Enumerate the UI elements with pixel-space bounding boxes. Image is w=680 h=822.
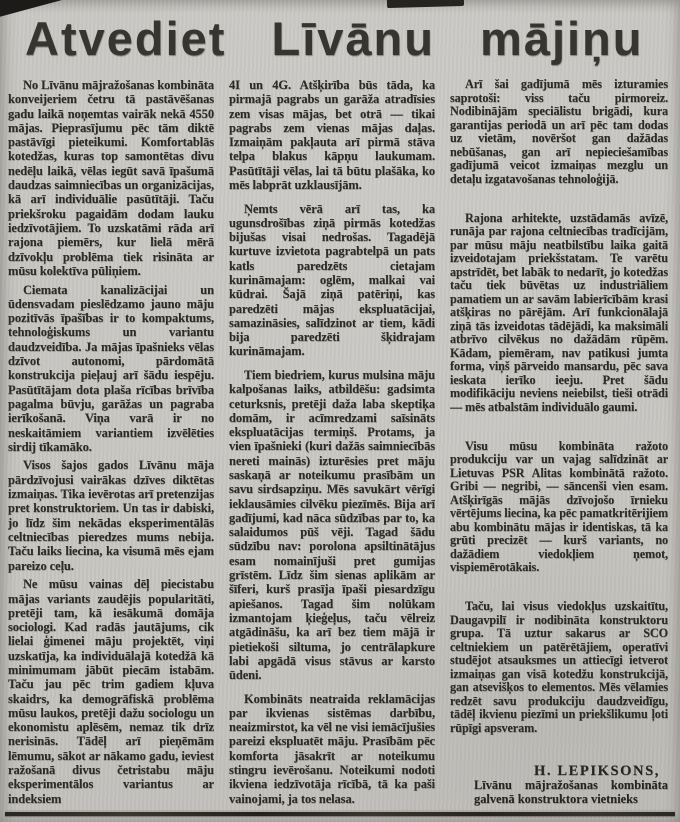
paragraph: 4I un 4G. Atšķirība būs tāda, ka pirmajā pagrabs un garāža atradīsies zem visas mājas, bet otrā — tikai pagrabs zem vienas mājas daļas. Izmaiņām pakļauta arī pirmā stāva telpa blakus kāpņu laukumam. Pasūtītāji vēlas, lai tā būtu plašāka, ko mēs labprāt uzklausījām. [229,78,435,193]
signature-block [450,761,668,807]
paragraph: No Līvānu mājražošanas kombināta konveijeriem četru tā pastāvēšanas gadu laikā noņemtas vairāk nekā 4550 mājas. Pieprasījumu pēc tām diktē pastāvīgi pieteikumi. Komfortablās kotedžas, kuras top samontētas divu nedēļu laikā, vēlas iegūt savā īpašumā daudzas saimniecības un organizācijas, kā arī individuālie pasūtītāji. Taču priekšroku pagaidām dodam lauku iedzīvotājiem. To uzskatāmi rāda arī rajona piemērs, kur lielā mērā dzīvokļu problēma tiek risināta ar mūsu kolektīva pūliņiem. [8,78,214,278]
paragraph: Taču, lai visus viedokļus uzskaitītu, Daugavpilī ir nodibināta konstruktoru grupa. Tā uztur sakarus ar SCO celtniekiem un patērētājiem, operatīvi studējot atsauksmes un attiecīgi ietverot izmaiņas gan visā kotedžu konstrukcijā, gan atsevišķos to elementos. Mēs vēlamies redzēt savu produkciju daudzveidīgu, tādēļ ikvienu piezīmi un priekšlikumu ļoti rūpīgi apsveram. [450,599,668,735]
column-2 [229,78,435,806]
paragraph: Tiem biedriem, kurus mulsina māju kalpošanas laiks, atbildēšu: gadsimta ceturksnis, pretēji daža laba skeptiķa domām, ir acīmredzami saīsināts ekspluatācijas termiņš. Protams, ja vien īpašnieki (kuri dažās saimniecībās nereti mainās) izturēsies pret māju saskaņā ar noteikumu prasībām un savu sirdsapziņu. Mēs savukārt vērīgi ieklausāmies cilvēku piezīmēs. Bija arī gadījumi, kad nāca sūdzības par to, ka salaidumos pūš vēji. Tagad šādu sūdzību nav: porolona apsiltinātājus esam nomainījuši pret gumijas grīstēm. Līdz šim sienas aplikām ar šīferi, kurš prasīja īpaši piesardzīgu apiešanos. Tagad šim nolūkam izmantojam ķieģeļus, taču vēlreiz atgādināšu, ka arī bez tiem mājā ir pietiekoši siltuma, jo centrālapkure labi apgādā visus stāvus ar karsto ūdeni. [229,367,435,683]
headline-block [0,0,680,78]
paragraph: Visos šajos gados Līvānu māja pārdzīvojusi vairākas dzīves diktētas izmaiņas. Tika ievērotas arī pretenzijas pret konstruktoriem. Un tas ir dabiski, jo līdz šim nekādas eksperimentālās celtniecības pieredzes mums nebija. Taču laiks liecina, ka visumā mēs ejam pareizo ceļu. [8,458,214,573]
column-1 [8,78,214,806]
author-title: Līvānu mājražošanas kombināta galvenā konstruktora vietnieks [474,778,668,806]
paragraph: Ņemts vērā arī tas, ka ugunsdrošības ziņā pirmās kotedžas bijušas visai nedrošas. Tagadējā kurtuve izvietota pagrabtelpā un pats katls paredzēts cietajam kurināmajam: oglēm, malkai vai kūdrai. Šajā ziņā patēriņi, kas paredzēti mājas ekspluatācijai, samazināsies, salīdzinot ar tiem, kādi bija paredzēti šķidrajam kurināmajam. [229,201,435,359]
paragraph: Visu mūsu kombināta ražoto produkciju var un vajag salīdzināt ar Lietuvas PSR Alitas kombinātā ražoto. Gribi — negribi, — sāncenši vien esam. Atšķirīgās mājās dzīvojošo īrnieku vērtējums liecina, ka pēc pamatkritērijiem abu kombinātu mājas ir identiskas, tā ka grūti precizēt — kurš variants, no dažādiem viedokļiem ņemot, vispiemērotākais. [450,438,668,574]
article-body [0,78,680,808]
paragraph: Ne mūsu vainas dēļ piecistabu mājas variants zaudējis popularitāti, pretēji tam, kā iesākumā domāja sociologi. Kad radās jautājums, cik lielai ģimenei māju projektēt, viņi uzskatīja, ka individuālajā kotedžā kā minimumam jābūt piecām istabām. Taču jau pēc trim gadiem kļuva skaidrs, ka demogrāfiskā problēma mūsu laukos, pretēji dažu sociologu un ekonomistu aplēsēm, nemaz tik drīz nerisinās. Tādēļ arī pieņēmām lēmumu, sākot ar nākamo gadu, ieviest ražošanā divus četristabu māju eksperimentālos variantus ar indeksiem [8,577,214,806]
column-3 [450,78,668,806]
author-name: H. LEPIKSONS, [534,762,660,779]
paragraph: Ciemata kanalizācijai un ūdensvadam pieslēdzamo jauno māju pozitīvās īpašības ir to kompaktums, tehnoloģiskums un variantu daudzveidība. Ja mājas īpašnieks vēlas dzīvot autonomi, pārdomātā konstrukcija pieļauj arī šādu iespēju. Pasūtītājam dota plaša rīcības brīvība pagalma būvju, garāžas un pagraba ierīkošanā. Viņa varā ir no neskaitāmiem variantiem izvēlēties sirdij tīkamāko. [8,282,214,454]
paragraph: Kombināts neatraida reklamācijas par ikvienas sistēmas darbību, neaizmirstot, ka vēl ne visi iemācījušies pareizi ekspluatēt māju. Prasībām pēc komforta jāsakrīt ar noteikumu stingru ievērošanu. Noteikumi nodoti ikviena iedzīvotāja rīcībā, tā ka paši vainojami, ja tos nelasa. [229,691,435,806]
paragraph: Rajona arhitekte, uzstādamās avīzē, runāja par rajona celtniecības tradīcijām, par mūsu māju neatbilstību laika gaitā izveidotajam priekšstatam. Te varētu apstrīdēt, bet labāk to nedarīt, jo kotedžas taču tiek būvētas uz industriāliem pamatiem un ar savām labierīcībām krasi atšķiras no pārējām. Arī funkcionālajā ziņā tās izveidotas tādējādi, ka maksimāli atbrīvo cilvēkus no dažādām rūpēm. Kādam, piemēram, nav patikusi jumta forma, viņš pārveido mansardu, pēc sava ieskata ierīko ieeju. Pret šādu modifikāciju neviens neiebilst, tieši otrādi — mēs atbalstām individuālo gaumi. [450,210,668,414]
article-headline: Atvediet Līvānu mājiņu [25,12,644,65]
bottom-rule [5,812,675,816]
paragraph: Arī šai gadījumā mēs izturamies saprotoši: viss taču pirmoreiz. Nodibinājām speciālistu brigādi, kura garantijas periodā un arī pēc tam dodas uz vietām, novēršot gan dažādas nebūšanas, gan arī nepieciešamības gadījumā veicot izmaiņas mezglu un detaļu izgatavošanas tehnoloģijā. [450,78,668,186]
